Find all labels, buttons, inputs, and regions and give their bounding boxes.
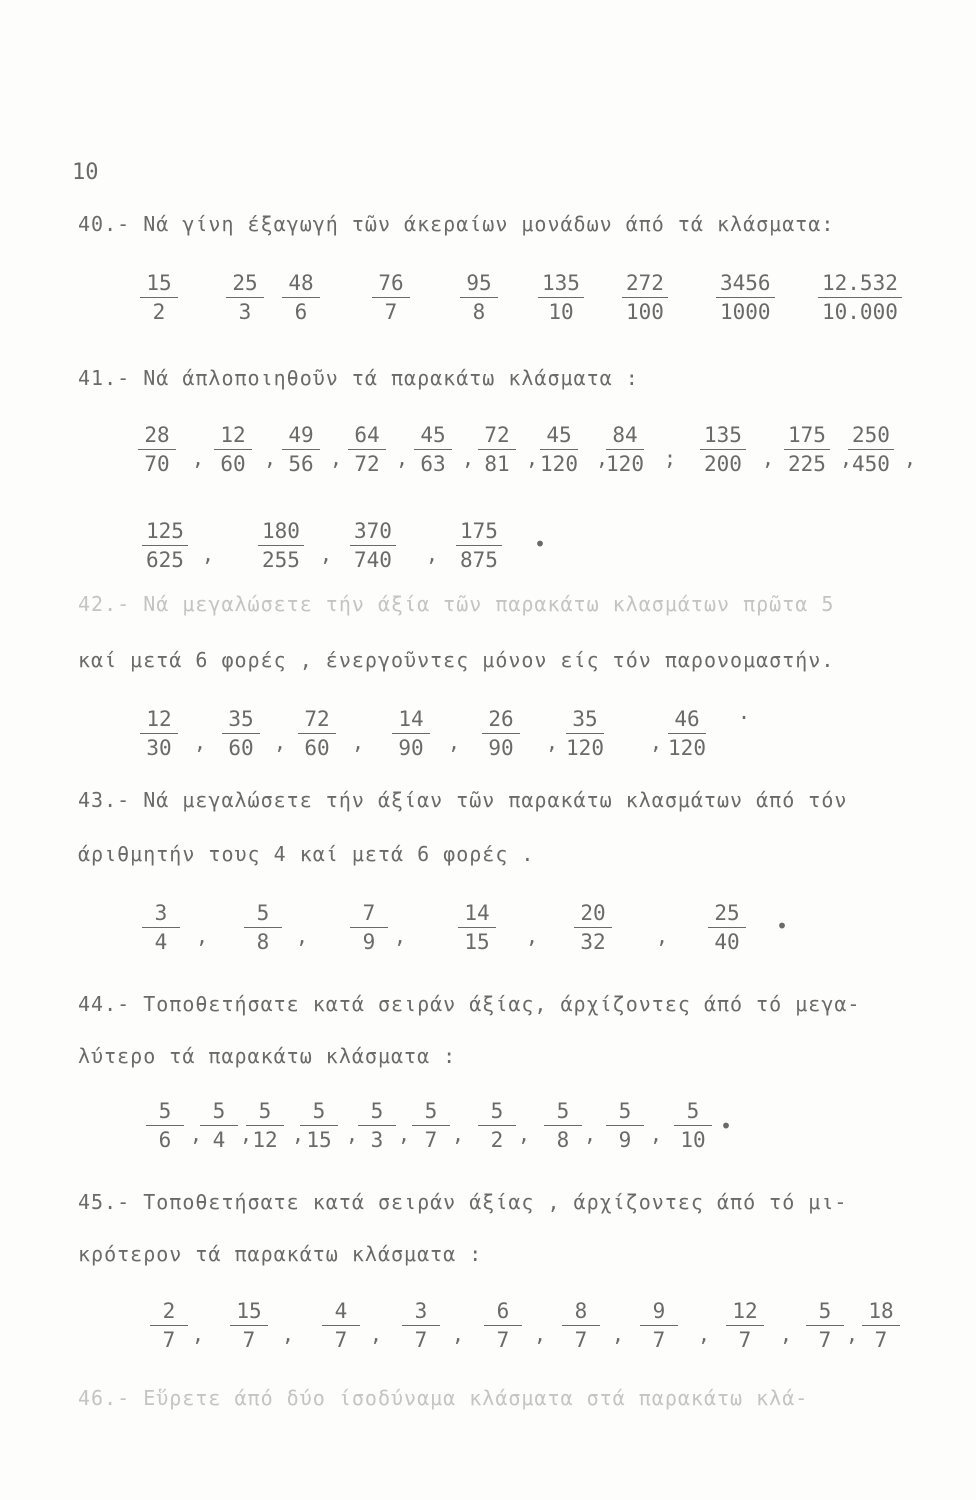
fraction: $\frac{175}{875}$ <box>456 520 502 571</box>
fraction: $\frac{3}{7}$ <box>402 1300 440 1351</box>
fraction: $\frac{180}{255}$ <box>258 520 304 571</box>
separator: , <box>650 730 663 754</box>
separator: , <box>320 542 333 566</box>
page-number: 10 <box>72 160 99 185</box>
exercise-43-text-line-1: 43.- Νά μεγαλώσετε τήν άξίαν τῶν παρακάτω κλασμάτων άπό τόν <box>78 788 848 812</box>
fraction: $\frac{5}{10}$ <box>674 1100 712 1151</box>
fraction: $\frac{15}{7}$ <box>230 1300 268 1351</box>
fraction: $\frac{5}{8}$ <box>544 1100 582 1151</box>
exercise-42-text-line-2: καί μετά 6 φορές , ένεργοῦντες μόνον είς τόν παρονομαστήν. <box>78 648 835 672</box>
separator: , <box>264 446 277 470</box>
exercise-46-text: 46.- Εὕρετε άπό δύο ίσοδύναμα κλάσματα στά παρακάτω κλά- <box>78 1386 809 1410</box>
fraction: $\frac{35}{120}$ <box>566 707 604 760</box>
fraction: $\frac{4}{7}$ <box>322 1300 360 1351</box>
fraction: $\frac{20}{32}$ <box>574 902 612 953</box>
fraction: $\frac{5}{3}$ <box>358 1100 396 1151</box>
separator: , <box>546 730 559 754</box>
fraction: $\frac{7}{9}$ <box>350 902 388 953</box>
fraction: $\frac{2}{7}$ <box>150 1300 188 1351</box>
separator: • <box>534 532 547 556</box>
fraction: $\frac{5}{7}$ <box>806 1300 844 1351</box>
fraction: $\frac{26}{90}$ <box>482 708 520 759</box>
separator: , <box>846 1322 859 1346</box>
separator: , <box>452 1122 465 1146</box>
fraction: $\frac{135}{200}$ <box>700 424 746 475</box>
fraction: $\frac{5}{7}$ <box>412 1100 450 1151</box>
separator: , <box>518 1122 531 1146</box>
fraction: $\frac{125}{625}$ <box>142 520 188 571</box>
fraction: $\frac{35}{60}$ <box>222 708 260 759</box>
separator: , <box>394 924 407 948</box>
separator: , <box>448 730 461 754</box>
separator: , <box>612 1322 625 1346</box>
exercise-43-text-line-2: άριθμητήν τους 4 καί μετά 6 φορές . <box>78 842 535 866</box>
exercise-40-text: 40.- Νά γίνη έξαγωγή τῶν άκεραίων μονάδων άπό τά κλάσματα: <box>78 212 835 236</box>
fraction: $\frac{5}{2}$ <box>478 1100 516 1151</box>
separator: , <box>282 1322 295 1346</box>
separator: , <box>194 730 207 754</box>
fraction: $\frac{9}{7}$ <box>640 1300 678 1351</box>
fraction: $\frac{64}{72}$ <box>348 424 386 475</box>
separator: ; <box>664 446 677 470</box>
fraction: $\frac{72}{60}$ <box>298 708 336 759</box>
separator: , <box>192 446 205 470</box>
fraction: $\frac{14}{15}$ <box>458 902 496 953</box>
exercise-45-text-line-1: 45.- Τοποθετήσατε κατά σειράν άξίας , άρχίζοντες άπό τό μι- <box>78 1190 848 1214</box>
fraction: $\frac{48}{6}$ <box>282 272 320 323</box>
separator: , <box>396 446 409 470</box>
exercise-44-text-line-1: 44.- Τοποθετήσατε κατά σειράν άξίας, άρχίζοντες άπό τό μεγα- <box>78 992 861 1016</box>
separator: , <box>426 542 439 566</box>
fraction: $\frac{84}{120}$ <box>606 423 644 476</box>
fraction: $\frac{250}{450}$ <box>848 424 894 475</box>
fraction: $\frac{18}{7}$ <box>862 1300 900 1351</box>
separator: • <box>720 1114 733 1138</box>
fraction: $\frac{5}{4}$ <box>200 1100 238 1151</box>
separator: , <box>534 1322 547 1346</box>
fraction: $\frac{95}{8}$ <box>460 272 498 323</box>
fraction: $\frac{25}{3}$ <box>226 272 264 323</box>
separator: , <box>840 446 853 470</box>
fraction: $\frac{12}{60}$ <box>214 424 252 475</box>
separator: , <box>346 1122 359 1146</box>
fraction: $\frac{3456}{1000}$ <box>716 272 775 323</box>
separator: , <box>698 1322 711 1346</box>
separator: , <box>352 730 365 754</box>
exercise-42-text-line-1: 42.- Νά μεγαλώσετε τήν άξία τῶν παρακάτω κλασμάτων πρῶτα 5 <box>78 592 835 616</box>
fraction: $\frac{45}{63}$ <box>414 424 452 475</box>
fraction: $\frac{15}{2}$ <box>140 272 178 323</box>
separator: , <box>274 730 287 754</box>
separator: , <box>296 924 309 948</box>
separator: • <box>776 914 789 938</box>
fraction: $\frac{175}{225}$ <box>784 424 830 475</box>
fraction: $\frac{72}{81}$ <box>478 424 516 475</box>
separator: , <box>452 1322 465 1346</box>
separator: , <box>904 446 917 470</box>
fraction: $\frac{49}{56}$ <box>282 424 320 475</box>
separator: , <box>596 446 609 470</box>
fraction: $\frac{76}{7}$ <box>372 272 410 323</box>
fraction: $\frac{28}{70}$ <box>138 424 176 475</box>
fraction: $\frac{5}{8}$ <box>244 902 282 953</box>
separator: , <box>330 446 343 470</box>
fraction: $\frac{5}{12}$ <box>246 1100 284 1151</box>
fraction: $\frac{135}{10}$ <box>538 272 584 323</box>
fraction: $\frac{3}{4}$ <box>142 902 180 953</box>
separator: , <box>240 1122 253 1146</box>
fraction: $\frac{272}{100}$ <box>622 272 668 323</box>
separator: , <box>584 1122 597 1146</box>
fraction: $\frac{8}{7}$ <box>562 1300 600 1351</box>
separator: , <box>762 446 775 470</box>
fraction: $\frac{25}{40}$ <box>708 902 746 953</box>
separator: , <box>526 446 539 470</box>
exercise-41-text: 41.- Νά άπλοποιηθοῦν τά παρακάτω κλάσματα : <box>78 366 639 390</box>
separator: , <box>780 1322 793 1346</box>
fraction: $\frac{14}{90}$ <box>392 708 430 759</box>
separator: , <box>292 1122 305 1146</box>
separator: , <box>190 1122 203 1146</box>
separator: , <box>650 1122 663 1146</box>
separator: , <box>526 924 539 948</box>
fraction: $\frac{46}{120}$ <box>668 707 706 760</box>
fraction: $\frac{6}{7}$ <box>484 1300 522 1351</box>
exercise-45-text-line-2: κρότερον τά παρακάτω κλάσματα : <box>78 1242 483 1266</box>
separator: , <box>192 1322 205 1346</box>
separator: , <box>462 446 475 470</box>
separator: , <box>398 1122 411 1146</box>
fraction: $\frac{45}{120}$ <box>540 423 578 476</box>
fraction: $\frac{370}{740}$ <box>350 520 396 571</box>
exercise-44-text-line-2: λύτερο τά παρακάτω κλάσματα : <box>78 1044 457 1068</box>
fraction: $\frac{5}{6}$ <box>146 1100 184 1151</box>
fraction: $\frac{5}{15}$ <box>300 1100 338 1151</box>
separator: , <box>370 1322 383 1346</box>
fraction: $\frac{12.532}{10.000}$ <box>818 272 902 323</box>
fraction: $\frac{12}{30}$ <box>140 708 178 759</box>
separator: . <box>738 700 751 724</box>
fraction: $\frac{5}{9}$ <box>606 1100 644 1151</box>
separator: , <box>196 924 209 948</box>
fraction: $\frac{12}{7}$ <box>726 1300 764 1351</box>
separator: , <box>202 542 215 566</box>
separator: , <box>656 924 669 948</box>
